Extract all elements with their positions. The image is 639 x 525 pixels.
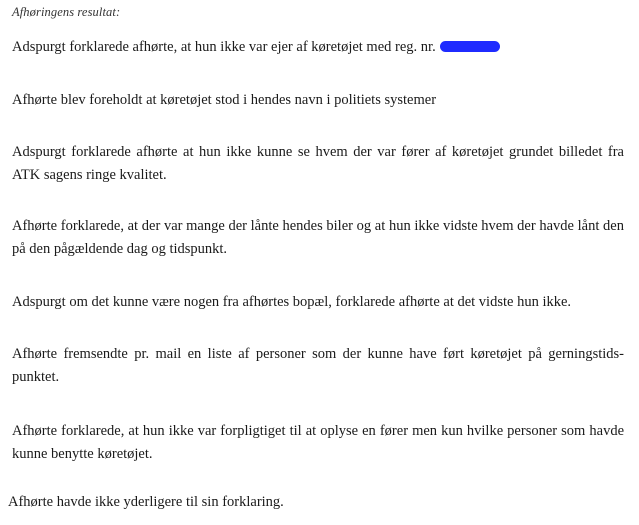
paragraph-4: Afhørte forklarede, at der var mange der lånte hendes biler og at hun ikke vidste hvem der havde lånt den på den pågældende dag og tidspunkt. [12,218,624,257]
paragraph-3: Adspurgt forklarede afhørte at hun ikke kunne se hvem der var fører af køretøjet grundet billedet fra ATK sagens ringe kvalitet. [12,144,624,183]
redaction-mark [440,41,500,52]
paragraph-8: Afhørte havde ikke yderligere til sin forklaring. [8,494,284,510]
paragraph-2: Afhørte blev foreholdt at køretøjet stod i hendes navn i politiets systemer [12,92,437,108]
section-heading: Afhøringens resultat: [12,5,121,19]
paragraph-7: Afhørte forklarede, at hun ikke var forpligtiget til at oplyse en fører men kun hvilke personer som havde kunne benytte køretøjet. [12,423,624,462]
paragraph-1 [12,36,624,59]
paragraph-6: Afhørte fremsendte pr. mail en liste af personer som der kunne have ført køretøjet på gerningstids-punktet. [12,346,624,385]
paragraph-5: Adspurgt om det kunne være nogen fra afhørtes bopæl, forklarede afhørte at det vidste hun ikke. [12,294,572,310]
paragraph-1-text: Adspurgt forklarede afhørte, at hun ikke var ejer af køretøjet med reg. nr. [12,39,436,55]
